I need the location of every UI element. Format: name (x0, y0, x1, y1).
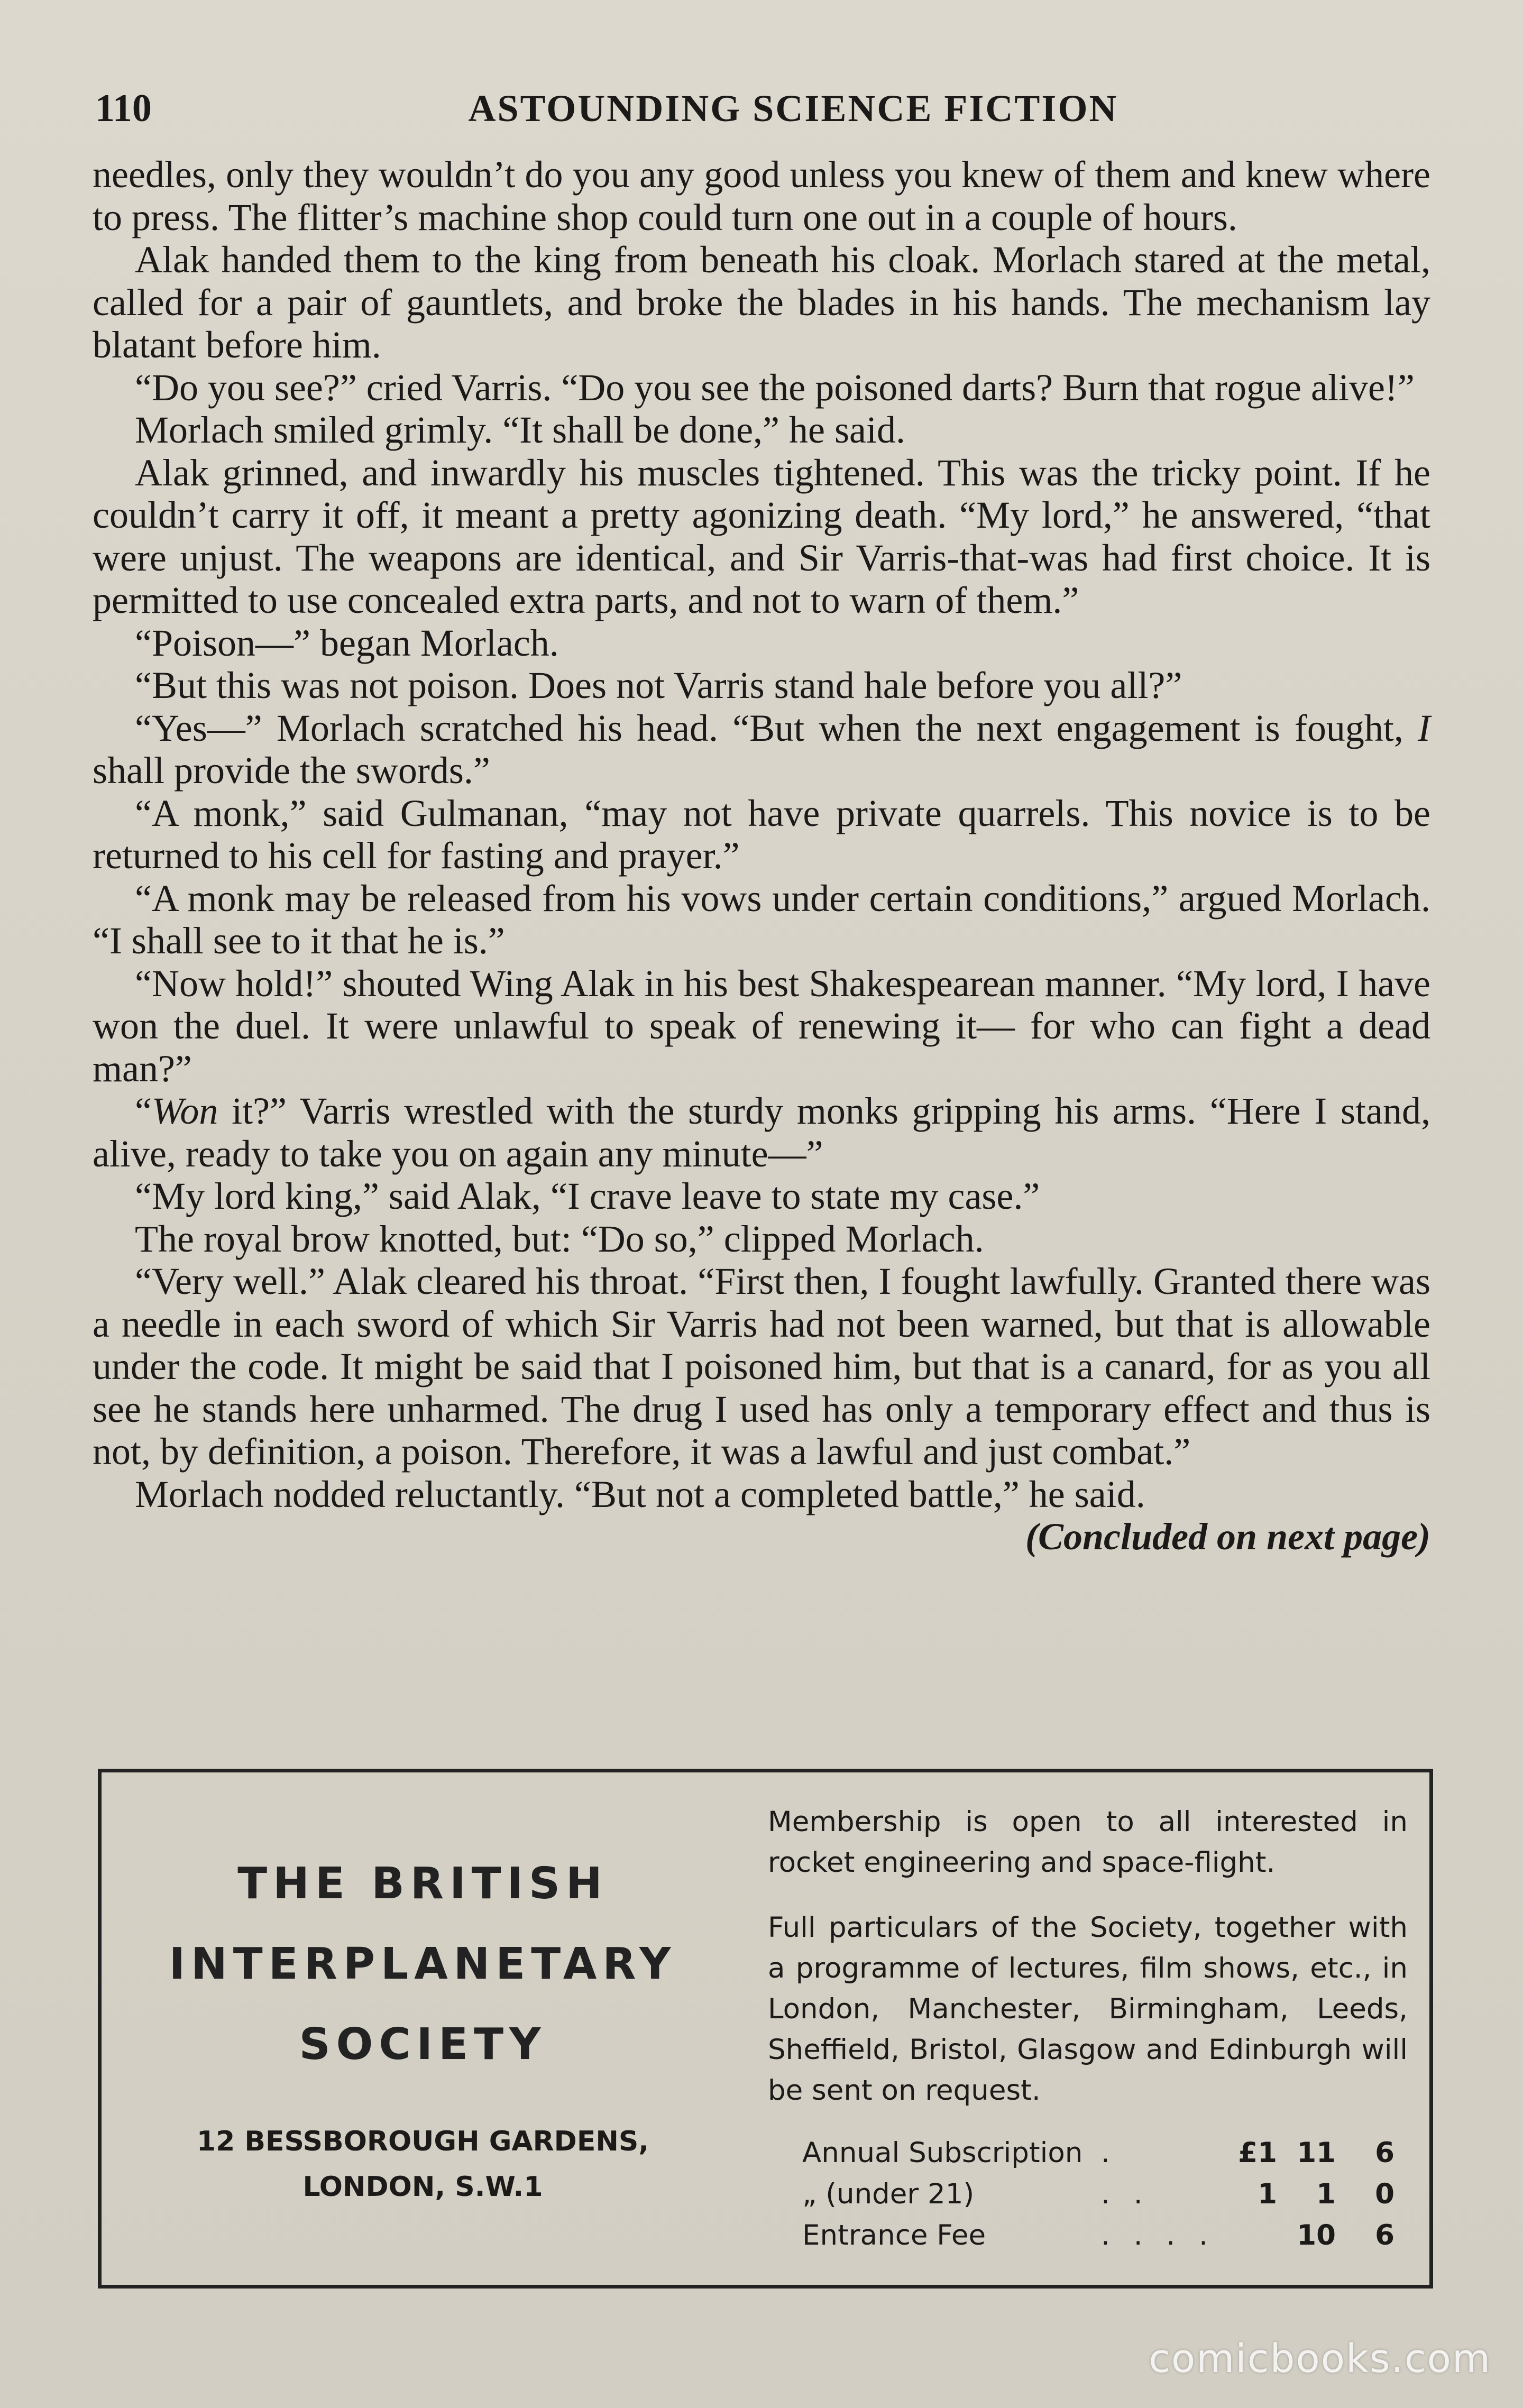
story-paragraph: Alak grinned, and inwardly his muscles tightened. This was the tricky point. If he couldn’t carry it off, it meant a pretty agonizing death. “My lord,” he answered, “that were unjust. The weapons are identical, and Sir Varris-that-was had first choice. It is permitted to use concealed extra parts, and not to warn of them.” (93, 451, 1430, 621)
fee-shillings: 10 (1297, 2219, 1336, 2251)
fee-leader: . . . . (1101, 2219, 1215, 2251)
story-paragraph: “Do you see?” cried Varris. “Do you see the poisoned darts? Burn that rogue alive!” (135, 366, 1415, 409)
fee-shillings: 11 (1297, 2136, 1336, 2169)
ad-right-column (744, 1772, 1430, 2285)
story-paragraph: “My lord king,” said Alak, “I crave leave to state my case.” (135, 1175, 1040, 1217)
fee-label: „ (under 21) (802, 2177, 975, 2210)
story-paragraph: Morlach smiled grimly. “It shall be done,” he said. (135, 409, 905, 451)
fee-pence: 6 (1375, 2136, 1394, 2169)
society-name-line: THE BRITISH (237, 1859, 608, 1909)
fee-label: Entrance Fee (802, 2219, 986, 2251)
ad-left-column (102, 1772, 744, 2285)
fees-table (802, 2132, 1394, 2256)
story-paragraph: Morlach nodded reluctantly. “But not a completed battle,” he said. (135, 1473, 1145, 1515)
story-paragraph: Alak handed them to the king from beneath his cloak. Morlach stared at the metal, called for a pair of gauntlets, and broke the blades in his hands. The mechanism lay blatant before him. (93, 238, 1430, 366)
society-address (102, 2119, 744, 2210)
story-paragraph: “Very well.” Alak cleared his throat. “First then, I fought lawfully. Granted there was a needle in each sword of which Sir Varris had not been warned, but that is allowable under the code. It might be said that I poisoned him, but that is a canard, for as you all see he stands here unharmed. The drug I used has only a temporary effect and thus is not, by definition, a poison. Therefore, it was a lawful and just combat.” (93, 1260, 1430, 1473)
advertisement-box (98, 1769, 1433, 2288)
society-name-line: SOCIETY (299, 2019, 547, 2070)
story-paragraph (93, 707, 1430, 792)
address-line: LONDON, S.W.1 (302, 2171, 543, 2203)
fee-row (802, 2214, 1394, 2256)
fee-pounds (1218, 2214, 1277, 2256)
story-text-run: “ (135, 1090, 152, 1132)
italic-emphasis: Won (151, 1090, 218, 1132)
fee-leader: . (1101, 2136, 1117, 2169)
story-paragraph: “A monk may be released from his vows under certain conditions,” argued Morlach. “I shall see to it that he is.” (93, 877, 1430, 962)
fee-pounds: 1 (1258, 2177, 1277, 2210)
story-text (93, 153, 1430, 1558)
italic-emphasis: I (1418, 706, 1430, 749)
running-head (95, 79, 1428, 137)
fee-pounds: £1 (1238, 2136, 1277, 2169)
particulars-text: Full particulars of the Society, together with a programme of lectures, film shows, etc., in London, Manchester, Birmingham, Leeds, Sheffield, Bristol, Glasgow and Edinburgh will be sent on request. (768, 1911, 1408, 2107)
fee-pence: 6 (1375, 2219, 1394, 2251)
society-name-line: INTERPLANETARY (169, 1939, 677, 1989)
address-line: 12 BESSBOROUGH GARDENS, (196, 2126, 649, 2157)
story-paragraph: needles, only they wouldn’t do you any good unless you knew of them and knew where to press. The flitter’s machine shop could turn one out in a couple of hours. (93, 153, 1430, 238)
story-text-run: it?” Varris wrestled with the sturdy monks gripping his arms. “Here I stand, alive, ready to take you on again any minute—” (93, 1090, 1430, 1175)
story-paragraph: “A monk,” said Gulmanan, “may not have private quarrels. This novice is to be returned to his cell for fasting and prayer.” (93, 792, 1430, 877)
fee-label: Annual Subscription (802, 2136, 1083, 2169)
fee-leader: . . (1101, 2177, 1150, 2210)
story-paragraph: “Poison—” began Morlach. (135, 621, 559, 664)
story-text-run: “Yes—” Morlach scratched his head. “But when the next engagement is fought, (135, 706, 1418, 749)
story-paragraph: The royal brow knotted, but: “Do so,” clipped Morlach. (135, 1217, 984, 1260)
fee-row (802, 2132, 1394, 2173)
fee-pence: 0 (1375, 2177, 1394, 2210)
continued-note: (Concluded on next page) (1025, 1515, 1430, 1558)
society-name (102, 1844, 744, 2085)
fee-row (802, 2173, 1394, 2214)
magazine-title: ASTOUNDING SCIENCE FICTION (468, 87, 1118, 130)
page-number: 110 (95, 87, 152, 130)
story-text-run: shall provide the swords.” (93, 749, 490, 792)
site-watermark: comicbooks.com (1149, 2336, 1491, 2382)
story-paragraph: “Now hold!” shouted Wing Alak in his best Shakespearean manner. “My lord, I have won the duel. It were unlawful to speak of renewing it— for who can fight a dead man?” (93, 962, 1430, 1090)
story-paragraph: “But this was not poison. Does not Varris stand hale before you all?” (135, 664, 1182, 706)
story-paragraph (93, 1090, 1430, 1175)
membership-text: Membership is open to all interested in rocket engineering and space-flight. (768, 1806, 1408, 1879)
fee-shillings: 1 (1316, 2177, 1336, 2210)
